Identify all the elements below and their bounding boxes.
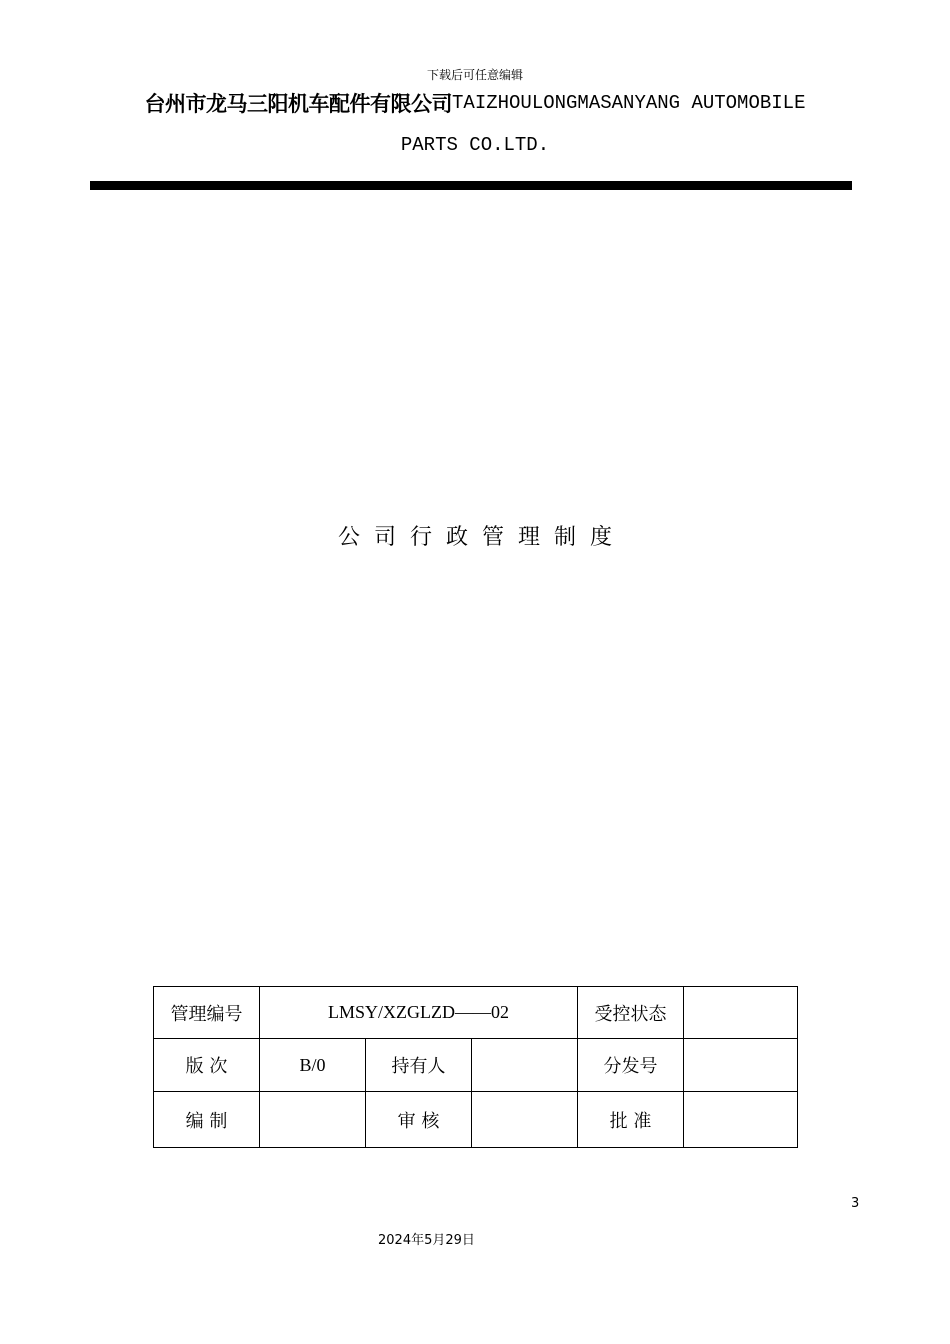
company-name-chinese: 台州市龙马三阳机车配件有限公司 — [144, 92, 453, 116]
table-row — [154, 987, 798, 1039]
approved-value — [684, 1092, 798, 1148]
company-name-english-line2: PARTS CO.LTD. — [400, 134, 550, 156]
distribution-no-value — [684, 1039, 798, 1092]
table-row — [154, 1092, 798, 1148]
table-row — [154, 1039, 798, 1092]
distribution-no-label: 分发号 — [578, 1039, 684, 1092]
document-date: 2024年5月29日 — [378, 1233, 475, 1248]
reviewed-value — [472, 1092, 578, 1148]
mgmt-no-label: 管理编号 — [154, 987, 260, 1039]
company-name-line — [0, 88, 950, 118]
control-status-label: 受控状态 — [578, 987, 684, 1039]
version-value: B/0 — [260, 1039, 366, 1092]
document-title: 公司行政管理制度 — [337, 525, 626, 550]
version-label: 版 次 — [154, 1039, 260, 1092]
holder-value — [472, 1039, 578, 1092]
mgmt-no-value: LMSY/XZGLZD——02 — [260, 987, 578, 1039]
download-note: 下载后可任意编辑 — [426, 68, 523, 82]
prepared-label: 编 制 — [154, 1092, 260, 1148]
prepared-value — [260, 1092, 366, 1148]
reviewed-label: 审 核 — [366, 1092, 472, 1148]
holder-label: 持有人 — [366, 1039, 472, 1092]
control-status-value — [684, 987, 798, 1039]
company-name-english-line1: TAIZHOULONGMASANYANG AUTOMOBILE — [452, 92, 806, 114]
approved-label: 批 准 — [578, 1092, 684, 1148]
page-number: 3 — [851, 1196, 860, 1211]
document-control-table — [153, 986, 798, 1148]
header-rule — [90, 181, 852, 190]
